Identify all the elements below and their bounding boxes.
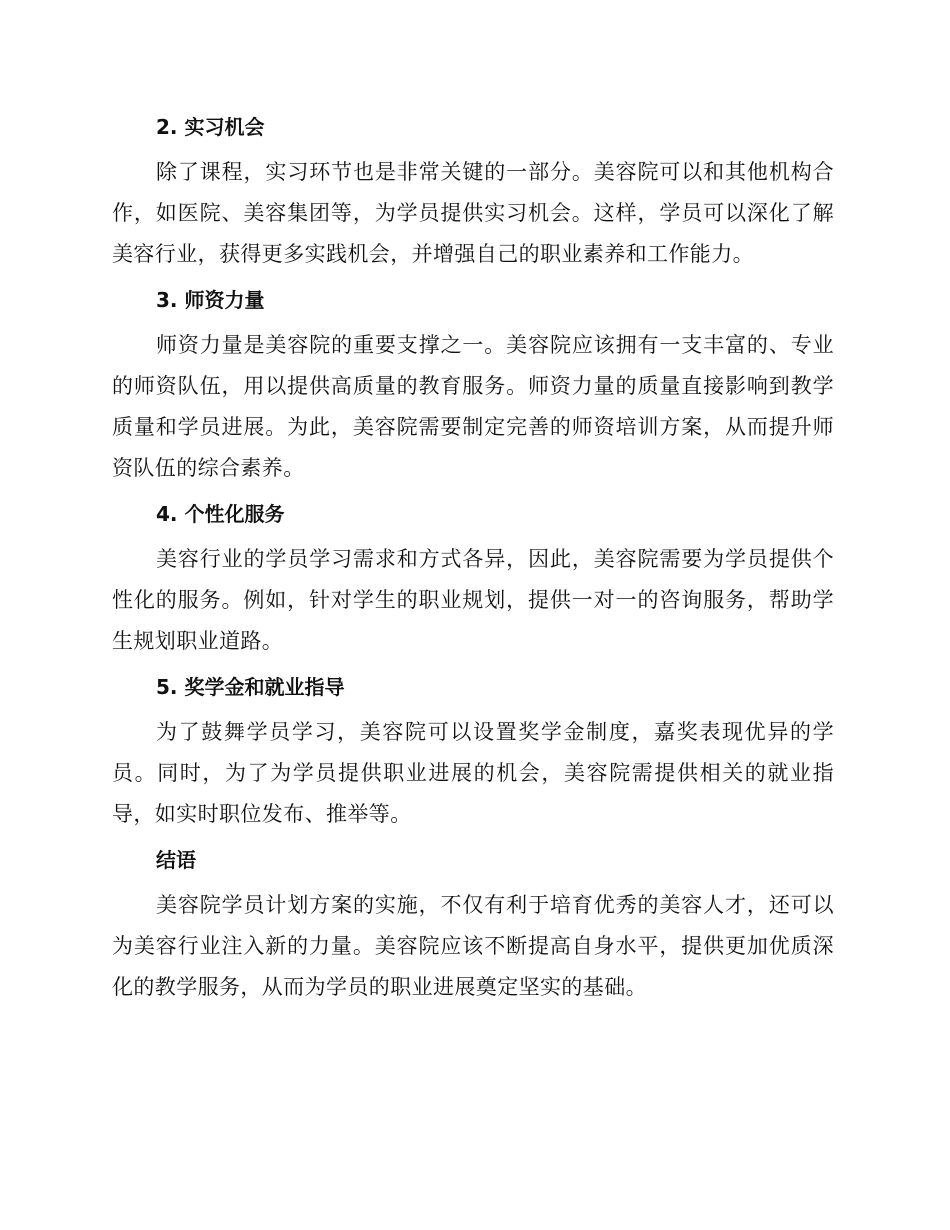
section-heading: 3. 师资力量 [156,288,265,312]
section-internship [112,110,834,275]
section-heading: 5. 奖学金和就业指导 [156,675,345,699]
section-paragraph: 为了鼓舞学员学习，美容院可以设置奖学金制度，嘉奖表现优异的学员。同时，为了为学员提供职业进展的机会，美容院需提供相关的就业指导，如实时职位发布、推举等。 [112,720,834,826]
section-paragraph: 美容院学员计划方案的实施，不仅有利于培育优秀的美容人才，还可以为美容行业注入新的力量。美容院应该不断提高自身水平，提供更加优质深化的教学服务，从而为学员的职业进展奠定坚实的基础。 [112,893,834,999]
section-paragraph: 师资力量是美容院的重要支撑之一。美容院应该拥有一支丰富的、专业的师资队伍，用以提供高质量的教育服务。师资力量的质量直接影响到教学质量和学员进展。为此，美容院需要制定完善的师资培训方案，从而提升师资队伍的综合素养。 [112,333,834,480]
document-page [112,110,834,1016]
section-personalized-service [112,497,834,662]
section-heading: 结语 [156,848,196,872]
section-paragraph: 美容行业的学员学习需求和方式各异，因此，美容院需要为学员提供个性化的服务。例如，针对学生的职业规划，提供一对一的咨询服务，帮助学生规划职业道路。 [112,547,834,653]
section-scholarship [112,670,834,835]
section-heading: 4. 个性化服务 [156,502,285,526]
section-faculty [112,283,834,489]
section-conclusion [112,843,834,1008]
section-paragraph: 除了课程，实习环节也是非常关键的一部分。美容院可以和其他机构合作，如医院、美容集团等，为学员提供实习机会。这样，学员可以深化了解美容行业，获得更多实践机会，并增强自己的职业素养和工作能力。 [112,160,834,266]
section-heading: 2. 实习机会 [156,115,265,139]
